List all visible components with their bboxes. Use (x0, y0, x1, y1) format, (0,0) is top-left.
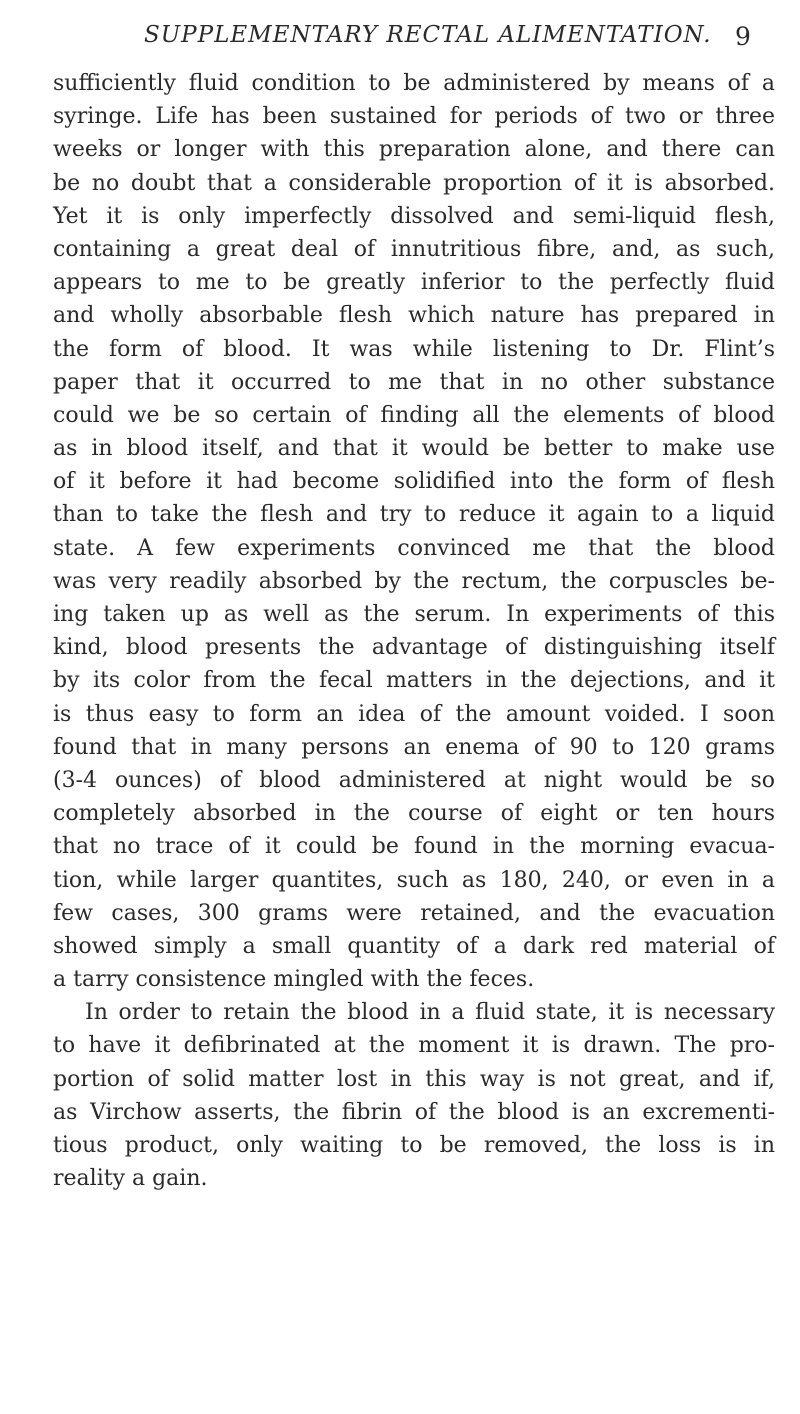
text-line: containing a great deal of innutritious fibre, and, as such, (53, 236, 775, 262)
text-line: and wholly absorbable flesh which nature has prepared in (53, 303, 775, 329)
text-line: to have it defibrinated at the moment it is drawn. The pro- (53, 1033, 775, 1059)
page-number: 9 (735, 22, 751, 51)
text-line: few cases, 300 grams were retained, and the evacuation (53, 900, 775, 926)
text-line: as in blood itself, and that it would be better to make use (53, 436, 775, 462)
text-line: kind, blood presents the advantage of distinguishing itself (53, 635, 775, 661)
text-line: was very readily absorbed by the rectum, the corpuscles be- (53, 568, 775, 594)
text-line: tion, while larger quantites, such as 180, 240, or even in a (53, 867, 775, 893)
text-line: that no trace of it could be found in the morning evacua- (53, 834, 775, 860)
text-line: be no doubt that a considerable proportion of it is absorbed. (53, 170, 775, 196)
text-line: the form of blood. It was while listening to Dr. Flint’s (53, 336, 775, 362)
text-line: completely absorbed in the course of eight or ten hours (53, 801, 775, 827)
text-line: ing taken up as well as the serum. In experiments of this (53, 602, 775, 627)
text-line: weeks or longer with this preparation alone, and there can (53, 137, 775, 163)
body-text (53, 67, 775, 1195)
text-line: by its color from the fecal matters in the dejections, and it (53, 668, 775, 694)
text-line: sufficiently fluid condition to be administered by means of a (53, 71, 775, 96)
text-line: is thus easy to form an idea of the amount voided. I soon (53, 701, 775, 727)
text-line: tious product, only waiting to be removed, the loss is in (53, 1133, 775, 1158)
text-line: syringe. Life has been sustained for periods of two or three (53, 104, 775, 130)
text-line: (3-4 ounces) of blood administered at night would be so (53, 767, 775, 793)
text-line: as Virchow asserts, the fibrin of the blood is an excrementi- (53, 1099, 775, 1125)
text-line: state. A few experiments convinced me that the blood (53, 535, 775, 561)
text-line: of it before it had become solidified into the form of flesh (53, 469, 775, 495)
text-line: could we be so certain of finding all the elements of blood (53, 402, 775, 428)
text-line: showed simply a small quantity of a dark red material of (53, 933, 775, 959)
text-line: a tarry consistence mingled with the feces. (53, 967, 535, 993)
text-line: Yet it is only imperfectly dissolved and semi-liquid flesh, (53, 203, 775, 229)
text-line: In order to retain the blood in a fluid state, it is necessary (85, 1000, 775, 1026)
text-line: appears to me to be greatly inferior to the perfectly fluid (53, 270, 775, 296)
text-line: than to take the flesh and try to reduce it again to a liquid (53, 502, 775, 528)
text-line: found that in many persons an enema of 90 to 120 grams (53, 734, 775, 760)
text-line: paper that it occurred to me that in no other substance (53, 369, 775, 395)
text-line: reality a gain. (53, 1166, 208, 1192)
text-line: portion of solid matter lost in this way is not great, and if, (53, 1066, 775, 1092)
running-head: SUPPLEMENTARY RECTAL ALIMENTATION. (144, 22, 712, 48)
